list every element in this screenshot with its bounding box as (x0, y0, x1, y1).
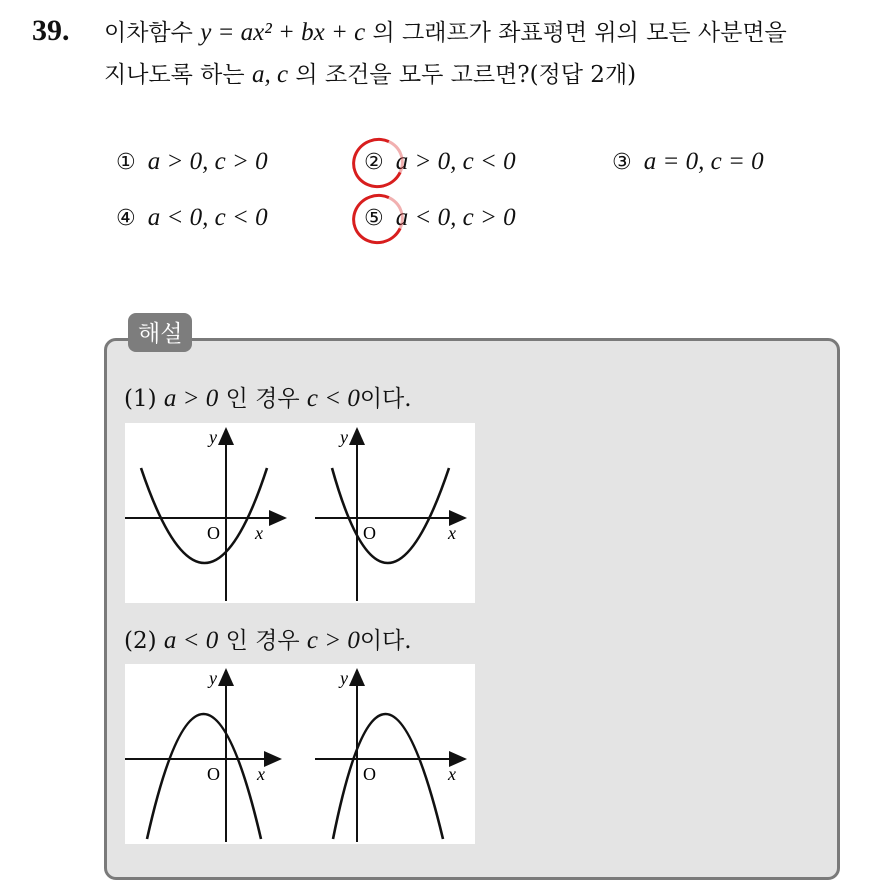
x-axis-label: x (448, 523, 456, 543)
solution-case-1 (124, 380, 412, 413)
y-axis-label: y (209, 427, 217, 447)
case-2-suffix: 이다. (359, 628, 412, 654)
origin-label: O (363, 523, 376, 543)
x-axis-label: x (255, 523, 263, 543)
x-axis-label: x (448, 764, 456, 784)
case-1-condition: a > 0 (163, 385, 219, 412)
origin-label: O (363, 764, 376, 784)
case-2-condition: a < 0 (163, 627, 219, 654)
graph-downward-1 (125, 668, 280, 842)
option-4-number: ④ (116, 206, 136, 231)
graph-panel-case-2 (125, 664, 475, 844)
graph-upward-1 (125, 427, 285, 601)
parabola-curve (141, 468, 267, 563)
parabola-curve (147, 714, 261, 839)
x-axis-label: x (257, 764, 265, 784)
question-text2-pre: 지나도록 하는 (104, 62, 252, 88)
option-3-number: ③ (612, 150, 632, 175)
origin-label: O (207, 764, 220, 784)
question-equation: y = ax² + bx + c (200, 19, 366, 46)
option-1-number: ① (116, 150, 136, 175)
option-2-number: ② (364, 150, 384, 175)
parabola-curve (333, 714, 443, 839)
graph-svg-case-1 (125, 423, 475, 603)
question-text-pre: 이차함수 (104, 20, 201, 46)
y-axis-label: y (340, 427, 348, 447)
case-2-prefix: (2) (124, 628, 164, 654)
case-1-mid: 인 경우 (218, 386, 307, 412)
case-2-mid: 인 경우 (218, 628, 307, 654)
option-1[interactable] (116, 148, 268, 176)
graph-panel-case-1 (125, 423, 475, 603)
graph-svg-case-2 (125, 664, 475, 844)
question-number: 39. (32, 14, 70, 47)
case-2-result: c > 0 (306, 627, 360, 654)
option-1-text: a > 0, c > 0 (147, 148, 268, 175)
case-1-prefix: (1) (124, 386, 164, 412)
case-1-suffix: 이다. (359, 386, 412, 412)
option-5-answer-circle (345, 187, 411, 252)
option-4-text: a < 0, c < 0 (147, 204, 268, 231)
question-line-1 (104, 14, 787, 47)
option-4[interactable] (116, 204, 268, 232)
option-3[interactable] (612, 148, 764, 176)
option-5-text: a < 0, c > 0 (395, 204, 516, 231)
option-2-answer-circle (345, 131, 411, 196)
question-text-post: 의 그래프가 좌표평면 위의 모든 사분면을 (365, 20, 787, 46)
question-vars: a, c (251, 61, 289, 88)
y-axis-label: y (340, 668, 348, 688)
question-line-2 (104, 56, 636, 89)
option-2-text: a > 0, c < 0 (395, 148, 516, 175)
question-text2-post: 의 조건을 모두 고르면?(정답 2개) (288, 62, 637, 88)
parabola-curve (332, 468, 449, 563)
graph-downward-2 (315, 668, 465, 842)
option-3-text: a = 0, c = 0 (643, 148, 764, 175)
graph-upward-2 (315, 427, 465, 601)
origin-label: O (207, 523, 220, 543)
case-1-result: c < 0 (306, 385, 360, 412)
solution-case-2 (124, 622, 412, 655)
option-5-number: ⑤ (364, 206, 384, 231)
solution-tag: 해설 (128, 313, 192, 352)
y-axis-label: y (209, 668, 217, 688)
